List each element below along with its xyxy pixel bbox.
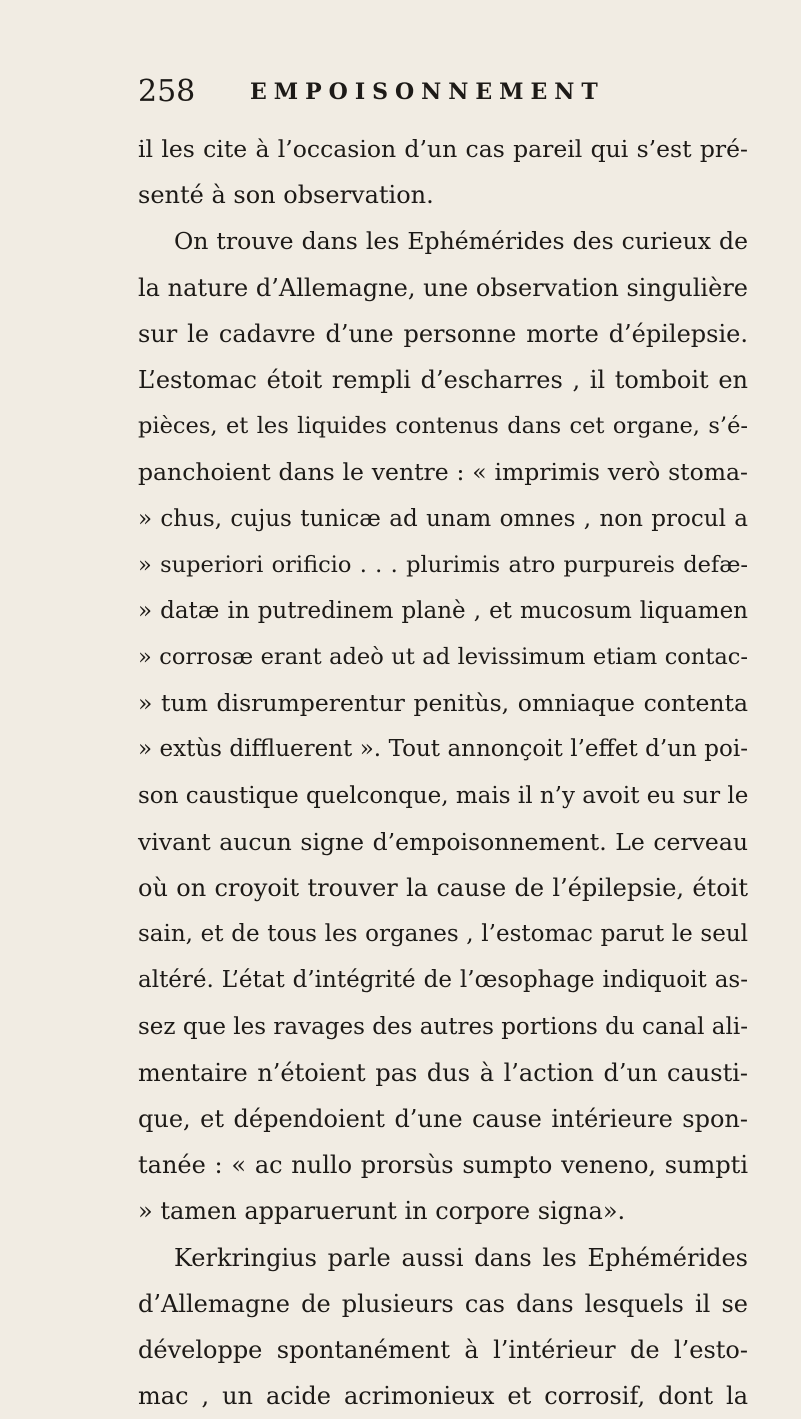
text-line: tanée : « ac nullo prorsùs sumpto veneno, sumpti xyxy=(138,1151,748,1180)
text-line: Kerkringius parle aussi dans les Ephémérides xyxy=(174,1243,748,1272)
text-line: pièces, et les liquides contenus dans cet organe, s’é- xyxy=(138,413,748,440)
text-line: il les cite à l’occasion d’un cas pareil qui s’est pré- xyxy=(138,135,748,163)
running-head: EMPOISONNEMENT xyxy=(250,79,605,105)
text-line: où on croyoit trouver la cause de l’épilepsie, étoit xyxy=(138,874,748,902)
text-line: la nature d’Allemagne, une observation singulière xyxy=(138,273,748,302)
body-text xyxy=(138,126,748,1419)
text-line: » superiori orificio . . . plurimis atro purpureis defæ- xyxy=(138,551,748,578)
text-line: développe spontanément à l’intérieur de l’esto- xyxy=(138,1335,748,1364)
text-line: » tamen apparuerunt in corpore signa». xyxy=(138,1197,626,1226)
text-line: senté à son observation. xyxy=(138,181,434,210)
text-line: panchoient dans le ventre : « imprimis verò stoma- xyxy=(138,458,748,487)
text-line: mentaire n’étoient pas dus à l’action d’un causti- xyxy=(138,1058,748,1087)
text-line: que, et dépendoient d’une cause intérieure spon- xyxy=(138,1104,748,1133)
page-header xyxy=(138,72,678,112)
text-line: » extùs diffluerent ». Tout annonçoit l’effet d’un poi- xyxy=(138,736,748,763)
text-line: » corrosæ erant adeò ut ad levissimum etiam contac- xyxy=(138,644,748,671)
text-line: » chus, cujus tunicæ ad unam omnes , non procul a xyxy=(138,505,748,532)
page-number: 258 xyxy=(138,74,196,109)
text-line: sain, et de tous les organes , l’estomac parut le seul xyxy=(138,921,748,948)
text-line: sez que les ravages des autres portions du canal ali- xyxy=(138,1013,748,1040)
text-line: vivant aucun signe d’empoisonnement. Le cerveau xyxy=(138,827,748,856)
text-line: altéré. L’état d’intégrité de l’œsophage indiquoit as- xyxy=(138,967,748,994)
text-line: son caustique quelconque, mais il n’y avoit eu sur le xyxy=(138,782,749,809)
text-line: L’estomac étoit rempli d’escharres , il tomboit en xyxy=(138,365,748,394)
text-line: mac , un acide acrimonieux et corrosif, dont la xyxy=(138,1382,748,1411)
text-line: sur le cadavre d’une personne morte d’épilepsie. xyxy=(138,319,748,348)
text-line: » tum disrumperentur penitùs, omniaque contenta xyxy=(138,689,748,718)
text-line: » datæ in putredinem planè , et mucosum liquamen xyxy=(138,597,748,624)
text-line: d’Allemagne de plusieurs cas dans lesquels il se xyxy=(138,1289,748,1318)
text-line: On trouve dans les Ephémérides des curieux de xyxy=(174,227,748,256)
